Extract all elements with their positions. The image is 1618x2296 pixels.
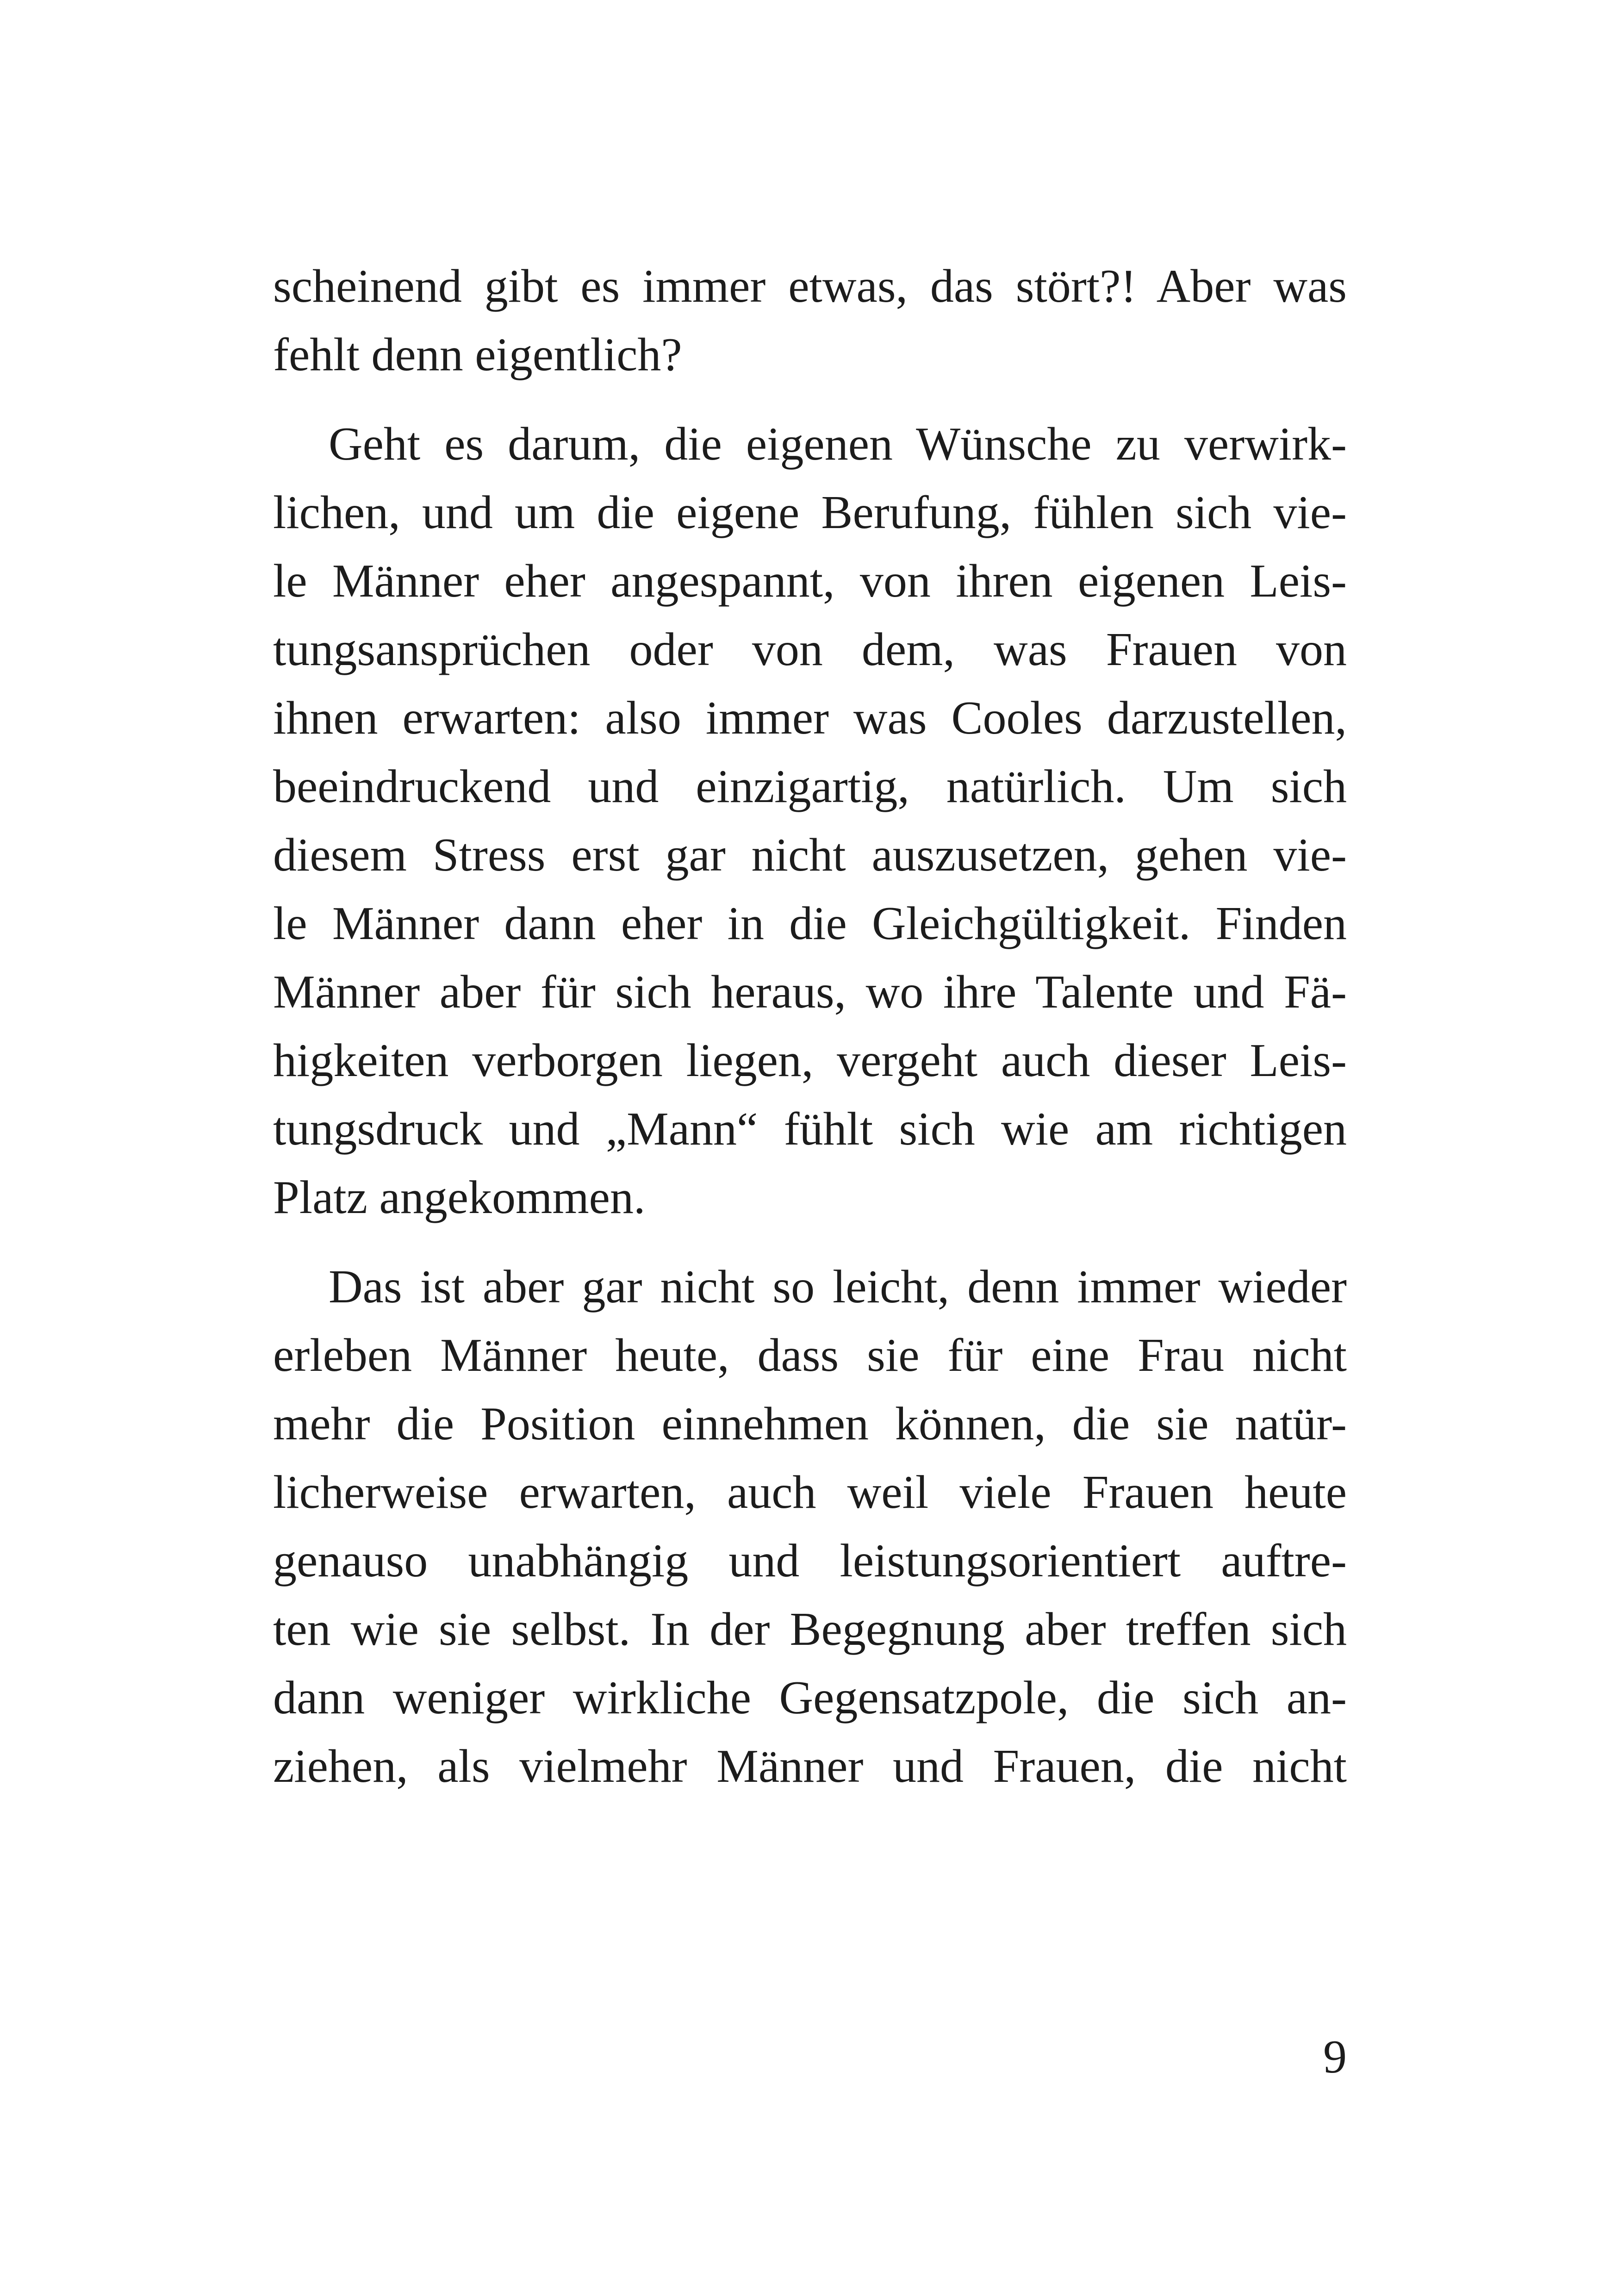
paragraph-spacer (273, 1232, 1347, 1253)
page-number: 9 (1323, 2031, 1347, 2083)
text-line: higkeiten verborgen liegen, vergeht auch dieser Leis- (273, 1034, 1347, 1087)
text-line: lichen, und um die eigene Berufung, fühlen sich vie- (273, 486, 1347, 539)
text-line: fehlt denn eigentlich? (273, 329, 682, 381)
paragraph-spacer (273, 389, 1347, 410)
text-line: tungsansprüchen oder von dem, was Frauen von (273, 623, 1347, 676)
text-line: ten wie sie selbst. In der Begegnung aber treffen sich (273, 1603, 1347, 1655)
body-text (273, 252, 1347, 1801)
text-line: dann weniger wirkliche Gegensatzpole, die sich an- (273, 1672, 1347, 1724)
text-line: ihnen erwarten: also immer was Cooles darzustellen, (273, 692, 1347, 744)
text-line: Geht es darum, die eigenen Wünsche zu verwirk- (329, 418, 1347, 470)
text-line: Männer aber für sich heraus, wo ihre Talente und Fä- (273, 966, 1347, 1018)
text-line: erleben Männer heute, dass sie für eine Frau nicht (273, 1329, 1347, 1381)
text-line: Das ist aber gar nicht so leicht, denn immer wieder (329, 1261, 1347, 1313)
text-line: diesem Stress erst gar nicht auszusetzen, gehen vie- (273, 829, 1347, 881)
text-line: scheinend gibt es immer etwas, das stört?! Aber was (273, 260, 1347, 312)
text-line: ziehen, als vielmehr Männer und Frauen, die nicht (273, 1740, 1347, 1792)
text-line: le Männer dann eher in die Gleichgültigkeit. Finden (273, 897, 1347, 950)
text-line: beeindruckend und einzigartig, natürlich. Um sich (273, 760, 1347, 813)
text-line: le Männer eher angespannt, von ihren eigenen Leis- (273, 555, 1347, 607)
paragraph (273, 252, 1347, 389)
paragraph (273, 1253, 1347, 1801)
text-line: mehr die Position einnehmen können, die sie natür- (273, 1398, 1347, 1450)
text-line: Platz angekommen. (273, 1171, 646, 1224)
text-line: genauso unabhängig und leistungsorientiert auftre- (273, 1535, 1347, 1587)
text-line: tungsdruck und „Mann“ fühlt sich wie am richtigen (273, 1103, 1347, 1155)
paragraph (273, 410, 1347, 1232)
text-line: licherweise erwarten, auch weil viele Frauen heute (273, 1466, 1347, 1518)
